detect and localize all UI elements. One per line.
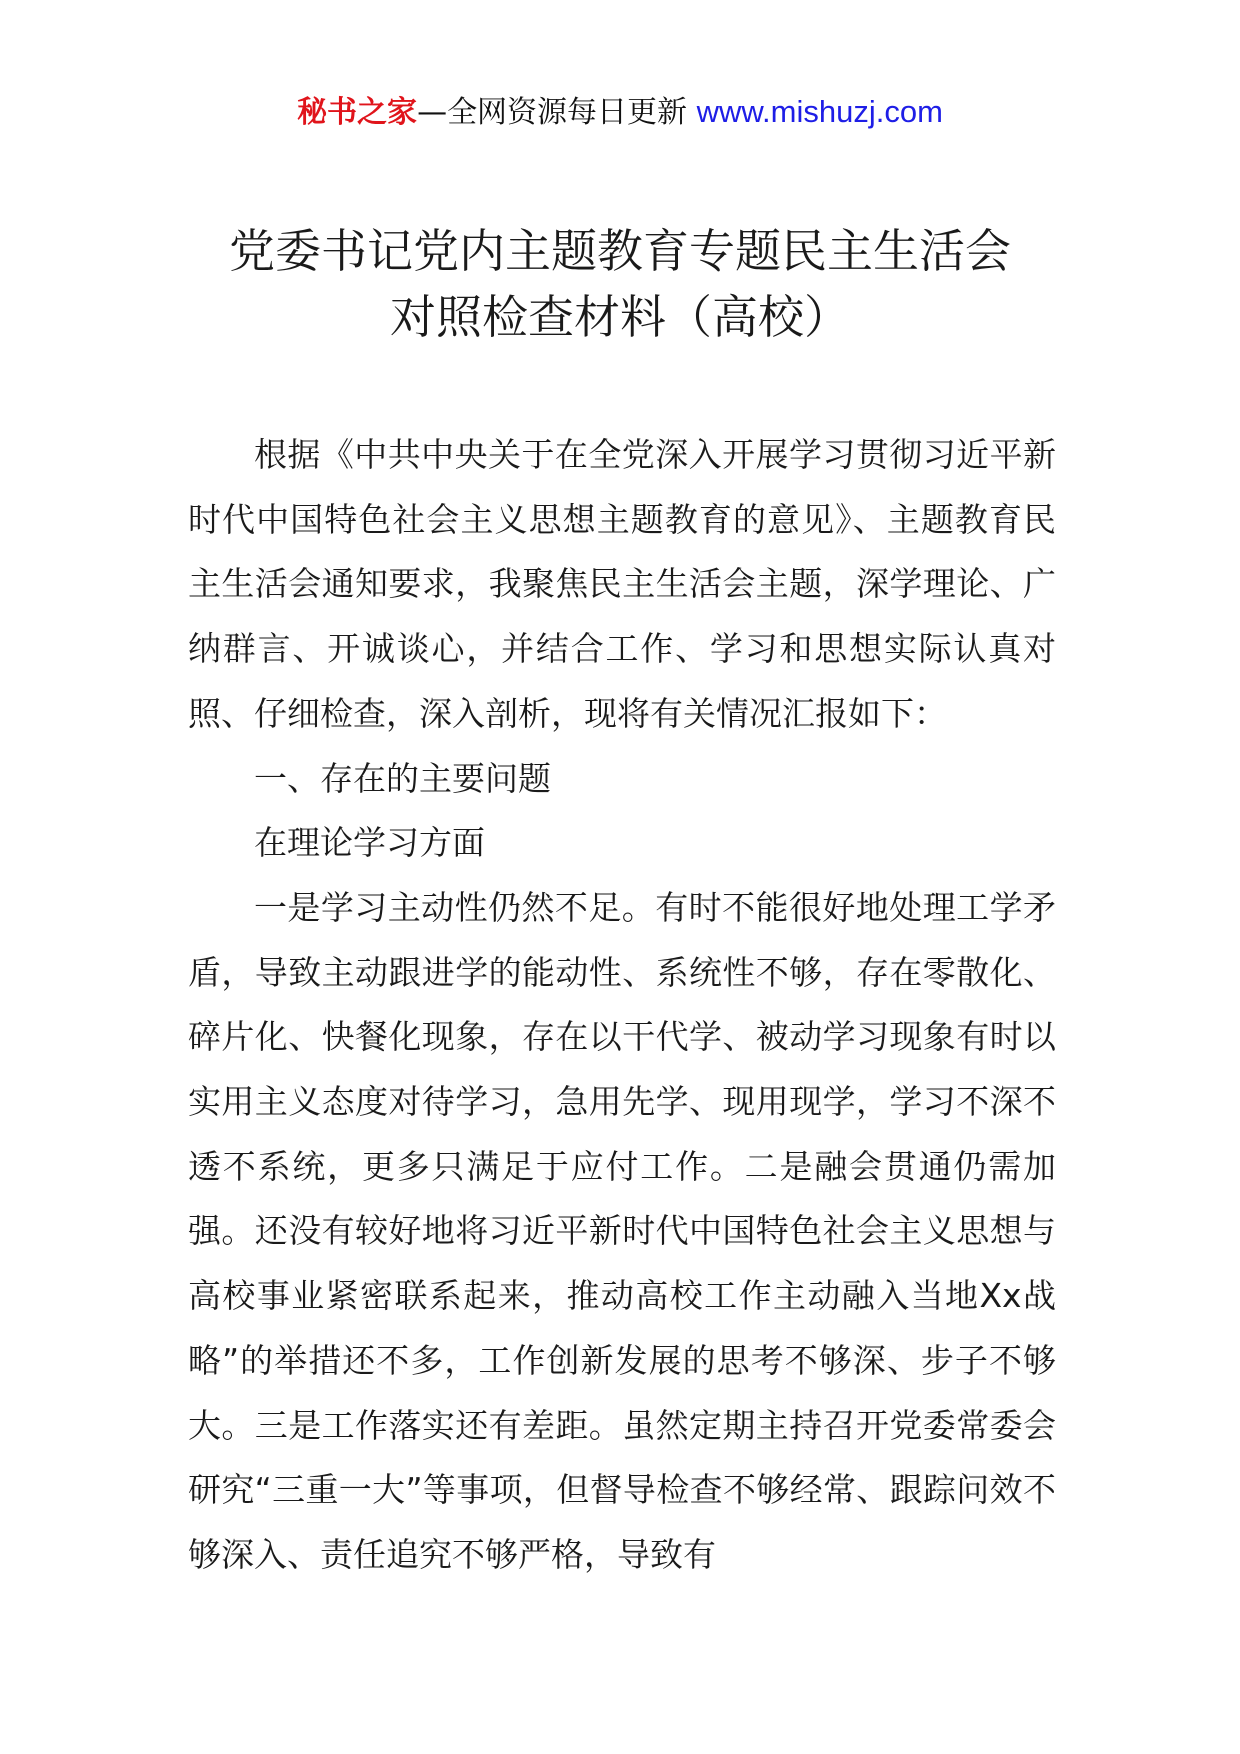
- title-line-2: 对照检查材料（高校）: [390, 290, 850, 344]
- subsection-heading: 在理论学习方面: [254, 823, 485, 863]
- section-heading: 一、存在的主要问题: [254, 758, 551, 798]
- document-title: [120, 218, 1120, 350]
- title-line-1: 党委书记党内主题教育专题民主生活会: [229, 224, 1011, 278]
- site-url-link[interactable]: www.mishuzj.com: [696, 94, 943, 129]
- site-header: [0, 92, 1240, 133]
- site-tagline: —全网资源每日更新: [417, 95, 688, 130]
- intro-paragraph: 根据《中共中央关于在全党深入开展学习贯彻习近平新时代中国特色社会主义思想主题教育的意见》、主题教育民主生活会通知要求，我聚焦民主生活会主题，深学理论、广纳群言、开诚谈心，并结合工作、学习和思想实际认真对照、仔细检查，深入剖析，现将有关情况汇报如下：: [188, 435, 1056, 733]
- body-paragraph: 一是学习主动性仍然不足。有时不能很好地处理工学矛盾，导致主动跟进学的能动性、系统性不够，存在零散化、碎片化、快餐化现象，存在以干代学、被动学习现象有时以实用主义态度对待学习，急用先学、现用现学，学习不深不透不系统，更多只满足于应付工作。二是融会贯通仍需加强。还没有较好地将习近平新时代中国特色社会主义思想与高校事业紧密联系起来，推动高校工作主动融入当地Xx战略”的举措还不多，工作创新发展的思考不够深、步子不够大。三是工作落实还有差距。虽然定期主持召开党委常委会研究“三重一大”等事项，但督导检查不够经常、跟踪问效不够深入、责任追究不够严格，导致有: [188, 887, 1056, 1574]
- document-body: [188, 423, 1056, 1588]
- site-brand: 秘书之家: [297, 95, 418, 130]
